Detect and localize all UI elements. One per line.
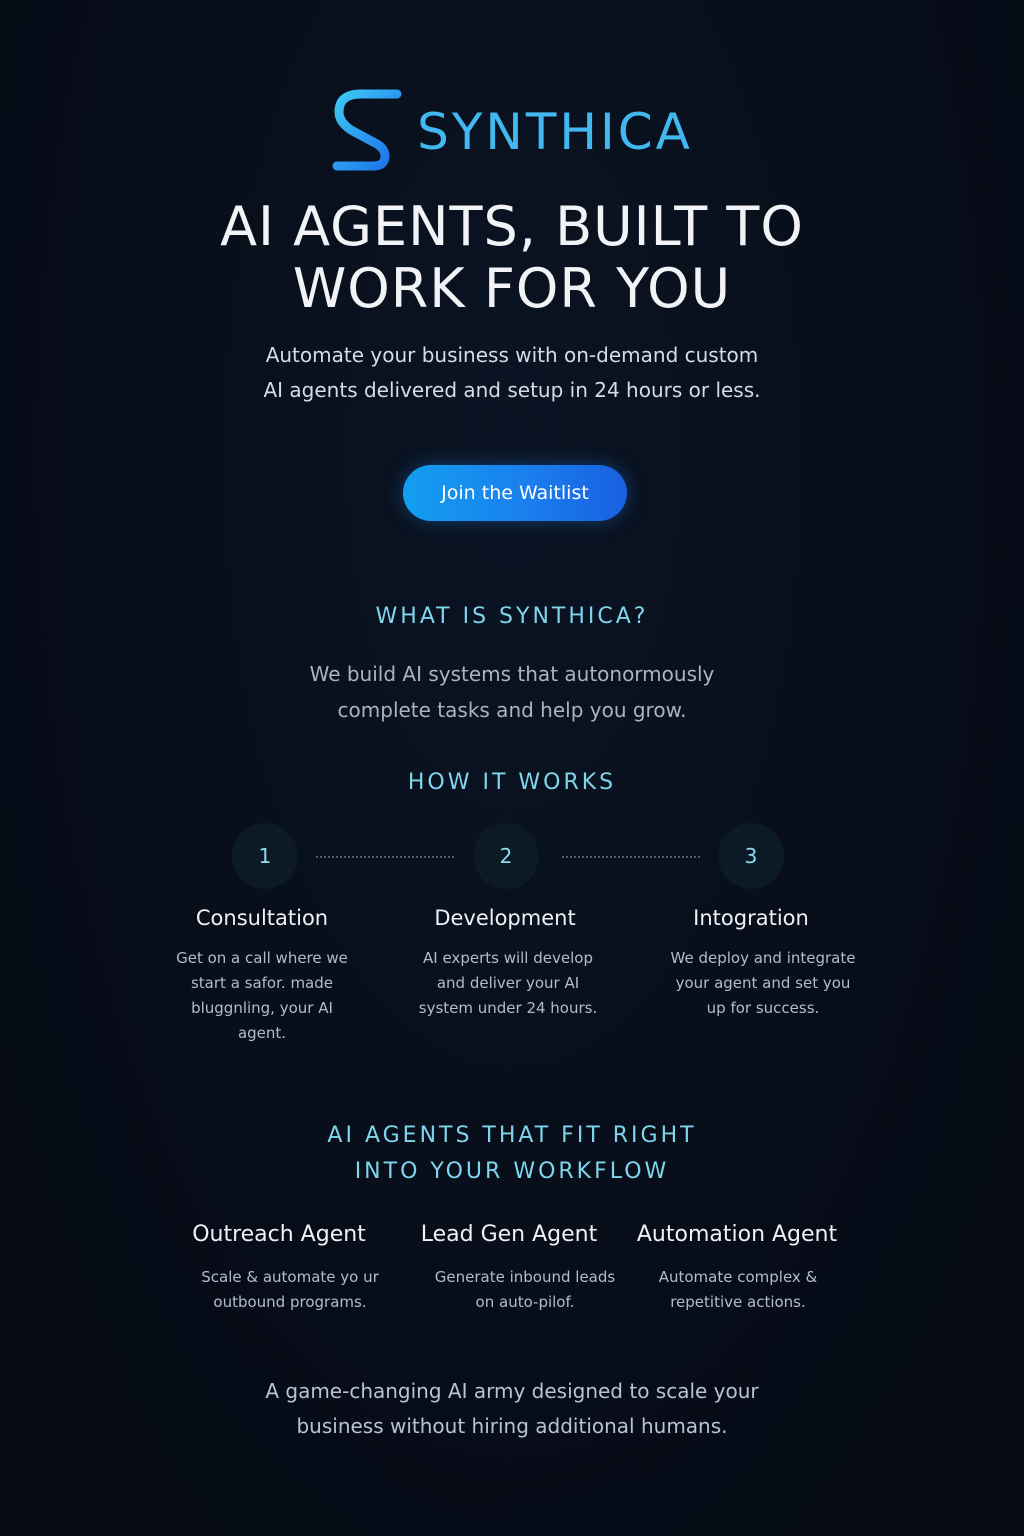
what-is-body: We build AI systems that autonormously complete tasks and help you grow. (309, 662, 715, 722)
agents-heading-line-2: INTO YOUR WORKFLOW (354, 1159, 670, 1184)
hero-title (0, 196, 1024, 320)
step-2-number: 2 (473, 823, 539, 889)
step-2-title: Development (434, 906, 576, 930)
hero-subtitle: Automate your business with on-demand custom AI agents delivered and setup in 24 hours or less. (263, 343, 761, 402)
hero-title-line-1: AI AGENTS, BUILT TO (220, 195, 804, 258)
lead-gen-agent-title: Lead Gen Agent (420, 1222, 598, 1247)
join-waitlist-button[interactable]: Join the Waitlist (403, 465, 627, 521)
automation-agent-title: Automation Agent (636, 1222, 838, 1247)
step-1-description: Get on a call where we start a safor. made bluggnling, your AI agent. (176, 949, 348, 1042)
hero-title-line-2: WORK FOR YOU (292, 257, 732, 320)
brand-logo[interactable] (0, 86, 1024, 176)
s-monogram-icon (331, 86, 403, 176)
agents-heading (0, 1118, 1024, 1190)
step-3-description: We deploy and integrate your agent and set you up for success. (670, 949, 856, 1017)
step-1-number: 1 (232, 823, 298, 889)
step-2-description: AI experts will develop and deliver your AI system under 24 hours. (418, 949, 598, 1017)
brand-name: SYNTHICA (417, 103, 693, 161)
outreach-agent-description: Scale & automate yo ur outbound programs. (201, 1268, 379, 1311)
step-3-title: Intogration (693, 906, 809, 930)
step-3-number: 3 (718, 823, 784, 889)
step-1-title: Consultation (195, 906, 329, 930)
automation-agent-description: Automate complex & repetitive actions. (658, 1268, 818, 1311)
outreach-agent-title: Outreach Agent (192, 1222, 366, 1247)
what-is-heading: WHAT IS SYNTHICA? (375, 604, 649, 629)
lead-gen-agent-description: Generate inbound leads on auto-pilof. (434, 1268, 616, 1311)
closing-statement: A game-changing AI army designed to scale your business without hiring additional humans. (265, 1379, 759, 1438)
how-it-works-heading: HOW IT WORKS (407, 770, 617, 795)
step-connector-1 (316, 856, 454, 858)
agents-heading-line-1: AI AGENTS THAT FIT RIGHT (327, 1123, 697, 1148)
step-connector-2 (562, 856, 700, 858)
